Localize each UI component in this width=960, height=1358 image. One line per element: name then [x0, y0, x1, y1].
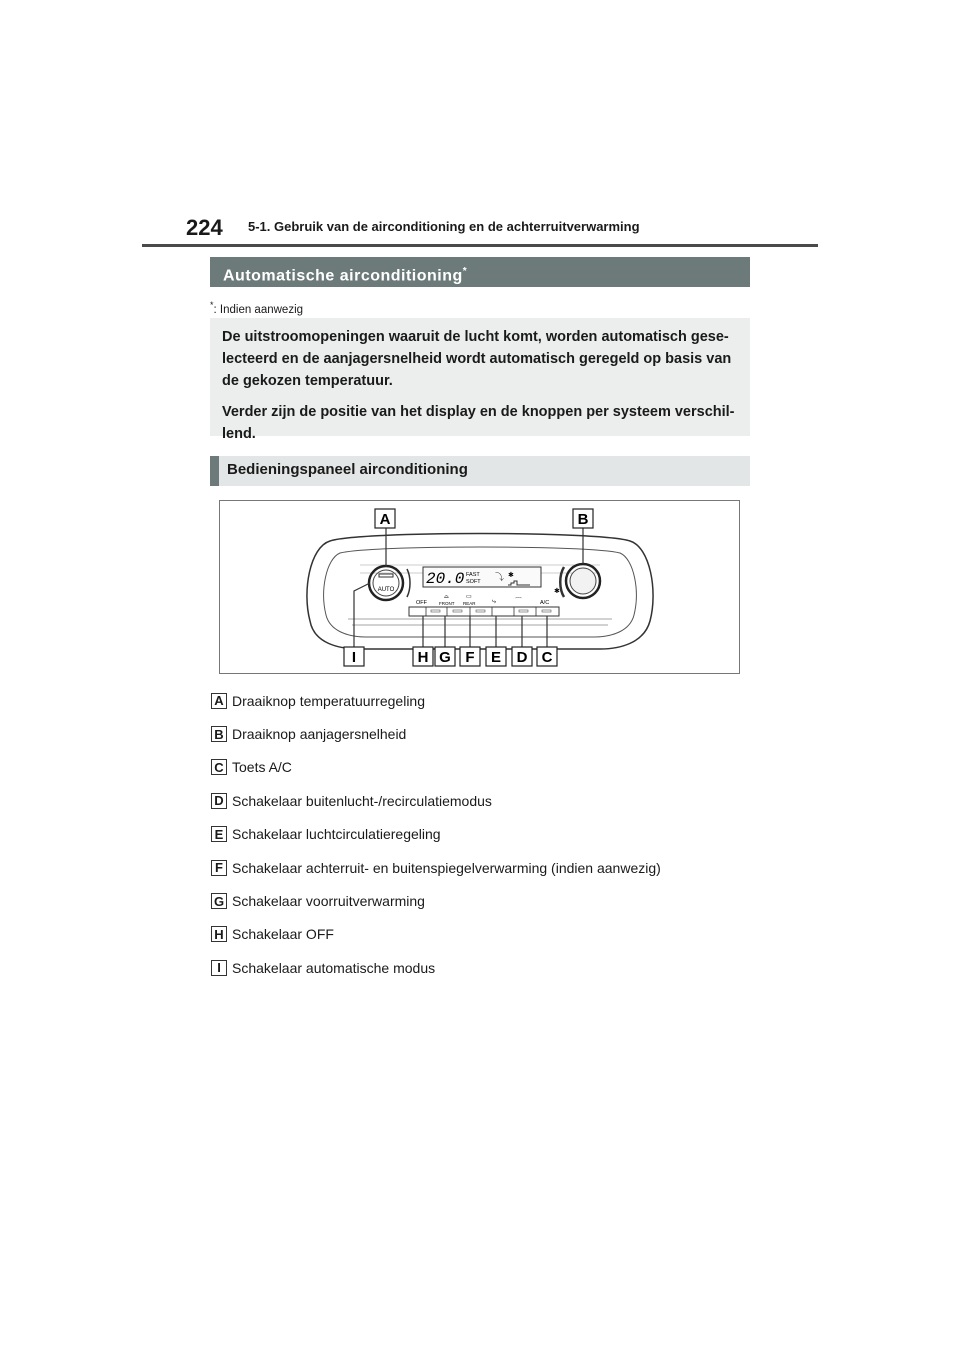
- legend-text: Schakelaar luchtcirculatieregeling: [232, 826, 441, 843]
- auto-label: AUTO: [377, 587, 395, 593]
- legend-letter: I: [211, 960, 227, 976]
- footnote: [210, 300, 303, 316]
- page-number: 224: [186, 215, 223, 240]
- legend-text: Draaiknop aanjagersnelheid: [232, 726, 407, 743]
- legend-text: Schakelaar achterruit- en buitenspiegelverwarming (indien aanwezig): [232, 859, 661, 876]
- intro-paragraph-1: De uitstroomopeningen waaruit de lucht komt, worden automatisch gese-lecteerd en de aanjagersnelheid wordt automatisch geregeld op basis van de gekozen temperatuur.: [222, 329, 732, 389]
- legend-item: [211, 951, 771, 984]
- display-fan-icon: ✱: [508, 572, 514, 579]
- legend-item: [211, 717, 771, 750]
- legend-item: [211, 784, 771, 817]
- legend-item: [211, 918, 771, 951]
- legend-letter: H: [211, 926, 227, 942]
- ac-label: A/C: [540, 600, 550, 606]
- legend-text: Schakelaar automatische modus: [232, 959, 436, 976]
- legend-letter: G: [211, 893, 227, 909]
- svg-text:G: G: [439, 649, 451, 666]
- legend-text: Draaiknop temperatuurregeling: [232, 692, 425, 709]
- fan-mini-icon: ✱: [554, 588, 560, 595]
- callout-b: [573, 509, 593, 528]
- footnote-text: : Indien aanwezig: [213, 303, 304, 316]
- callout-g: [435, 647, 455, 666]
- display-vent-icon: ⤵: [495, 572, 505, 582]
- control-panel-figure: [219, 500, 740, 674]
- legend-item: [211, 851, 771, 884]
- legend-letter: E: [211, 826, 227, 842]
- section-title-bar: [210, 257, 750, 287]
- display-temperature: 20.0: [426, 570, 465, 588]
- subsection-title: Bedieningspaneel airconditioning: [227, 461, 468, 478]
- svg-text:I: I: [351, 649, 357, 666]
- intro-box: [210, 318, 750, 442]
- callout-e: [486, 647, 506, 666]
- rear-label: REAR: [463, 601, 476, 606]
- legend-item: [211, 684, 771, 717]
- legend-letter: A: [211, 693, 227, 709]
- svg-text:B: B: [577, 511, 589, 528]
- section-title: Automatische airconditioning: [223, 267, 463, 285]
- legend-item: [211, 751, 771, 784]
- fan-speed-knob: [566, 564, 600, 598]
- callout-h: [413, 647, 433, 666]
- intro-paragraph-2: Verder zijn de positie van het display en de knoppen per systeem verschil-lend.: [222, 404, 735, 442]
- legend-text: Schakelaar OFF: [232, 926, 334, 943]
- legend-text: Schakelaar buitenlucht-/recirculatiemodus: [232, 792, 492, 809]
- legend-item: [211, 884, 771, 917]
- air-flow-icon: ⤷: [492, 598, 496, 605]
- svg-text:F: F: [465, 649, 475, 666]
- off-label: OFF: [416, 600, 427, 606]
- legend-list: [211, 684, 771, 985]
- legend-letter: F: [211, 860, 227, 876]
- subsection-title-bar: [210, 456, 750, 486]
- svg-text:E: E: [490, 649, 502, 666]
- legend-letter: C: [211, 759, 227, 775]
- front-label: FRONT: [439, 601, 455, 606]
- recirculation-icon: ⌒: [515, 598, 522, 605]
- legend-text: Schakelaar voorruitverwarming: [232, 893, 425, 910]
- callout-f: [460, 647, 480, 666]
- front-defog-icon: ⌓: [444, 594, 449, 600]
- legend-letter: D: [211, 793, 227, 809]
- svg-text:H: H: [417, 649, 429, 666]
- svg-text:C: C: [541, 649, 553, 666]
- legend-letter: B: [211, 726, 227, 742]
- control-panel-illustration: [220, 501, 741, 675]
- section-title-marker: *: [462, 266, 468, 277]
- temperature-knob: [369, 566, 403, 600]
- callout-a: [375, 509, 395, 528]
- callout-i: [344, 647, 364, 666]
- rear-defog-icon: ▭: [466, 594, 472, 600]
- svg-text:A: A: [379, 511, 391, 528]
- legend-text: Toets A/C: [232, 759, 292, 776]
- running-head: 5-1. Gebruik van de airconditioning en de achterruitverwarming: [248, 219, 640, 234]
- legend-item: [211, 818, 771, 851]
- header-rule: [142, 244, 818, 247]
- footnote-marker: *: [210, 300, 214, 310]
- callout-d: [512, 647, 532, 666]
- display-fast-label: FAST: [466, 572, 480, 578]
- svg-text:D: D: [516, 649, 528, 666]
- callout-c: [537, 647, 557, 666]
- display-soft-label: SOFT: [466, 579, 481, 585]
